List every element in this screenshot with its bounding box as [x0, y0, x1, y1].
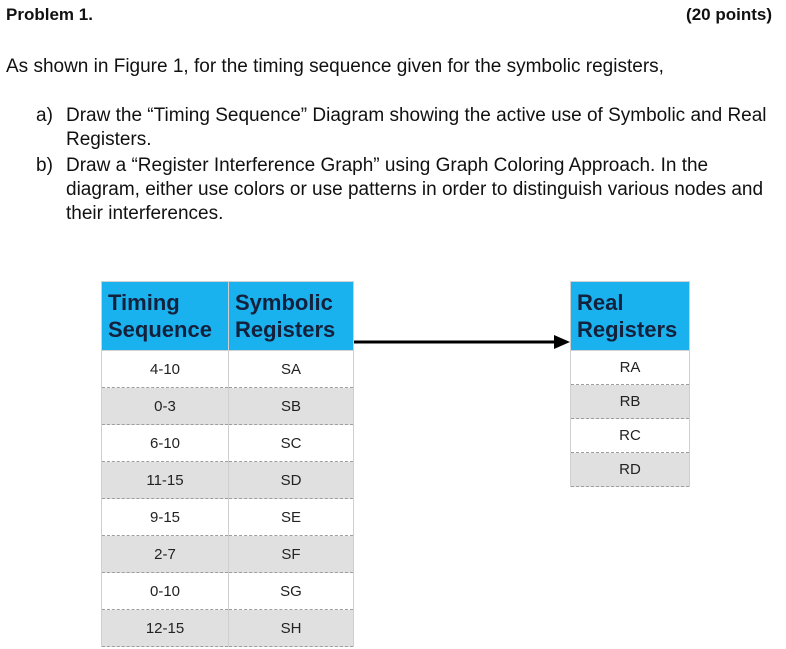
table-row: [102, 610, 354, 647]
timing-cell: 0-3: [102, 388, 229, 425]
register-cell: RD: [571, 453, 690, 487]
timing-cell: 9-15: [102, 499, 229, 536]
register-cell: SH: [229, 610, 354, 647]
symbolic-registers-header: [229, 282, 354, 351]
real-registers-header: [571, 282, 690, 351]
timing-sequence-header: [102, 282, 229, 351]
table-row: [102, 388, 354, 425]
task-item-b: [36, 154, 781, 226]
problem-title: Problem 1.: [6, 5, 93, 24]
timing-cell: 0-10: [102, 573, 229, 610]
register-cell: SB: [229, 388, 354, 425]
register-cell: RB: [571, 385, 690, 419]
timing-cell: 4-10: [102, 351, 229, 388]
table-row: [102, 462, 354, 499]
mapping-arrow: [354, 332, 572, 352]
register-cell: SC: [229, 425, 354, 462]
table-row: [102, 351, 354, 388]
problem-intro: As shown in Figure 1, for the timing sequence given for the symbolic registers,: [6, 56, 664, 77]
timing-cell: 2-7: [102, 536, 229, 573]
register-cell: SF: [229, 536, 354, 573]
task-list: [36, 104, 781, 228]
header-line: Timing: [108, 290, 180, 315]
register-cell: SA: [229, 351, 354, 388]
register-cell: SG: [229, 573, 354, 610]
table-row: [102, 536, 354, 573]
task-text: Draw the “Timing Sequence” Diagram showing the active use of Symbolic and Real Registers.: [66, 105, 767, 150]
table-row: [102, 425, 354, 462]
task-text: Draw a “Register Interference Graph” using Graph Coloring Approach. In the diagram, either use colors or use patterns in order to distinguish various nodes and their interferences.: [66, 155, 764, 224]
task-marker: a): [36, 105, 53, 126]
timing-cell: 11-15: [102, 462, 229, 499]
table-row: [571, 385, 690, 419]
header-line: Registers: [235, 317, 336, 342]
header-line: Symbolic: [235, 290, 333, 315]
table-row: [571, 419, 690, 453]
task-marker: b): [36, 155, 53, 176]
table-header-row: [102, 282, 354, 351]
table-row: [102, 573, 354, 610]
register-cell: SE: [229, 499, 354, 536]
register-cell: RC: [571, 419, 690, 453]
register-cell: RA: [571, 351, 690, 385]
table-row: [571, 453, 690, 487]
header-line: Sequence: [108, 317, 212, 342]
header-line: Real: [577, 290, 624, 315]
problem-points: (20 points): [686, 5, 772, 24]
header-line: Registers: [577, 317, 678, 342]
task-item-a: [36, 104, 781, 152]
table-row: [571, 351, 690, 385]
timing-cell: 6-10: [102, 425, 229, 462]
arrow-head: [554, 335, 570, 349]
table-header-row: [571, 282, 690, 351]
symbolic-registers-table: [101, 281, 354, 647]
table-row: [102, 499, 354, 536]
register-cell: SD: [229, 462, 354, 499]
timing-cell: 12-15: [102, 610, 229, 647]
real-registers-table: [570, 281, 690, 487]
